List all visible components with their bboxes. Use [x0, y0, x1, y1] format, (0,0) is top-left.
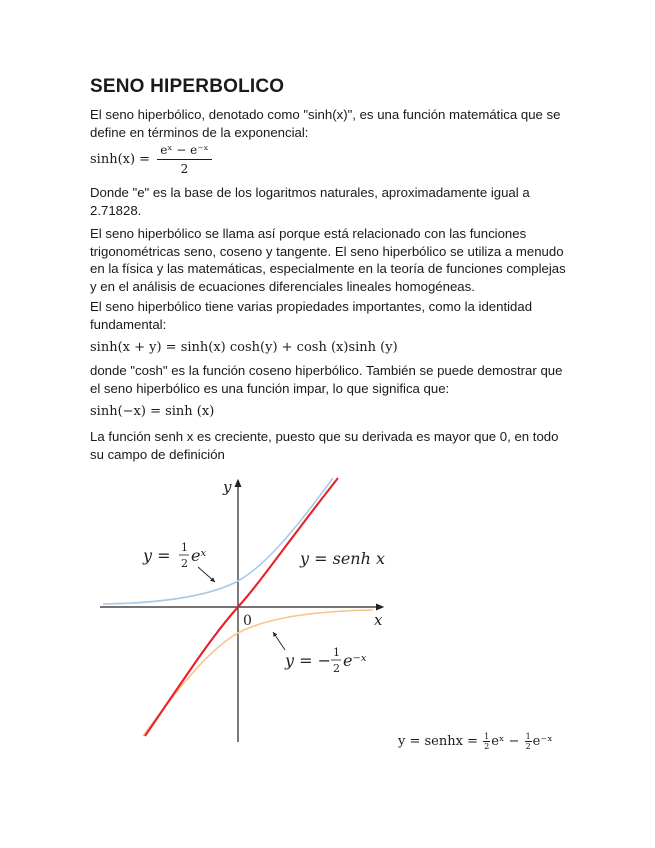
- formula-fraction-1: [483, 732, 490, 751]
- formula-lhs: y = senhx =: [398, 734, 478, 749]
- paragraph-increasing: La función senh x es creciente, puesto que su derivada es mayor que 0, en todo su campo de definición: [90, 429, 559, 462]
- half-exp-label-prefix: y =: [143, 546, 171, 565]
- half-exp-label-numerator: 1: [181, 541, 188, 554]
- formula-term-1: eˣ −: [491, 734, 520, 749]
- formula-numerator-2: 1: [525, 732, 531, 741]
- fraction-numerator: eˣ − e⁻ˣ: [157, 143, 211, 160]
- equation-fraction: [157, 143, 211, 176]
- formula-fraction-2: [525, 732, 532, 751]
- half-exp-curve: [103, 478, 333, 604]
- formula-denominator-2: 2: [525, 742, 531, 751]
- equation-lhs: sinh(x) =: [90, 152, 151, 167]
- paragraph-odd-function: donde "cosh" es la función coseno hiperbólico. También se puede demostrar que el seno hiperbólico es una función impar, lo que significa que:: [90, 363, 563, 396]
- formula-numerator-1: 1: [484, 732, 490, 741]
- paragraph-definition: El seno hiperbólico, denotado como "sinh(x)", es una función matemática que se define en términos de la exponencial:: [90, 107, 561, 140]
- neg-half-exp-label-numerator: 1: [333, 646, 340, 659]
- y-axis-label: y: [223, 478, 232, 496]
- sinh-label: y = senh x: [300, 549, 386, 568]
- neg-half-exp-label-suffix: e⁻ˣ: [343, 651, 367, 670]
- half-exp-label-suffix: eˣ: [191, 546, 207, 565]
- formula-term-2: e⁻ˣ: [532, 734, 553, 749]
- formula-denominator-1: 2: [484, 742, 490, 751]
- neg-half-exp-label-denominator: 2: [333, 662, 340, 675]
- equation-sinh-definition: [90, 143, 212, 176]
- neg-half-exp-pointer: [273, 632, 285, 650]
- x-axis-label: x: [374, 611, 383, 629]
- equation-odd-property: sinh(−x) = sinh (x): [90, 404, 215, 419]
- origin-label: 0: [243, 613, 252, 629]
- paragraph-relation: El seno hiperbólico se llama así porque está relacionado con las funciones trigonométricas seno, coseno y tangente. El seno hiperbólico se utiliza a menudo en la física y las matemáticas, especialmente en la teoría de funciones complejas y en el análisis de ecuaciones diferenciales lineales homogéneas.: [90, 226, 566, 294]
- page-title: SENO HIPERBOLICO: [90, 76, 285, 97]
- half-exp-pointer: [198, 567, 215, 582]
- paragraph-properties: El seno hiperbólico tiene varias propiedades importantes, como la identidad fundamental:: [90, 299, 533, 332]
- paragraph-euler-base: Donde "e" es la base de los logaritmos naturales, aproximadamente igual a 2.71828.: [90, 185, 530, 218]
- sinh-explicit-formula: [398, 732, 553, 751]
- sinh-graph: [95, 470, 395, 745]
- fraction-denominator: 2: [180, 162, 189, 176]
- half-exp-label-denominator: 2: [181, 557, 188, 570]
- neg-half-exp-label-prefix: y = −: [285, 651, 332, 670]
- equation-addition-identity: sinh(x + y) = sinh(x) cosh(y) + cosh (x)sinh (y): [90, 340, 398, 355]
